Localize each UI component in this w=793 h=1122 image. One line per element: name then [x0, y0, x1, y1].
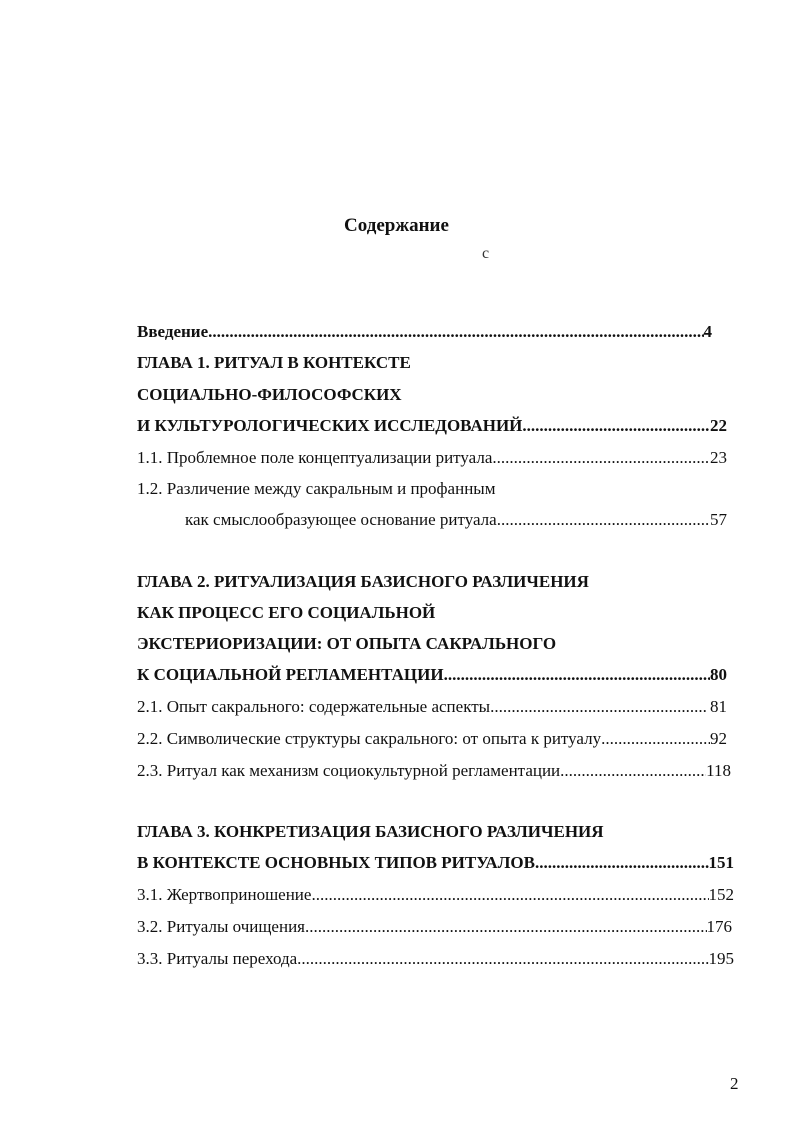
- toc-section-2-1[interactable]: [137, 697, 727, 717]
- toc-entry-page: 4: [703, 322, 712, 341]
- toc-section-2-2[interactable]: [137, 729, 727, 749]
- toc-chapter-2-line-3[interactable]: ЭКСТЕРИОРИЗАЦИИ: ОТ ОПЫТА САКРАЛЬНОГО: [137, 634, 557, 653]
- toc-section-3-1[interactable]: [137, 885, 734, 905]
- toc-leader-dots: [208, 322, 703, 342]
- toc-section-3-2[interactable]: [137, 917, 732, 937]
- toc-entry-title: 3.1. Жертвоприношение: [137, 885, 312, 904]
- toc-chapter-1-line-1[interactable]: ГЛАВА 1. РИТУАЛ В КОНТЕКСТЕ: [137, 353, 411, 372]
- toc-leader-dots: [560, 761, 706, 781]
- toc-section-2-3[interactable]: [137, 761, 731, 781]
- toc-entry-title: Введение: [137, 322, 209, 341]
- toc-section-3-3[interactable]: [137, 949, 734, 969]
- toc-entry-title: 3.3. Ритуалы перехода: [137, 949, 298, 968]
- toc-entry-page: 176: [706, 917, 732, 936]
- toc-section-1-2-line-1[interactable]: 1.2. Различение между сакральным и профанным: [137, 479, 496, 498]
- toc-leader-dots: [535, 853, 709, 873]
- toc-entry-page: 92: [710, 729, 727, 748]
- toc-entry-page: 195: [708, 949, 734, 968]
- toc-entry-introduction[interactable]: [137, 322, 712, 342]
- toc-entry-title: 1.1. Проблемное поле концептуализации ритуала: [137, 448, 493, 467]
- page-number: 2: [730, 1074, 739, 1093]
- toc-entry-page: 152: [708, 885, 734, 904]
- toc-entry-title: 2.2. Символические структуры сакрального: от опыта к ритуалу: [137, 729, 602, 748]
- toc-entry-page: 80: [710, 665, 727, 684]
- toc-chapter-1-line-3[interactable]: [137, 416, 727, 436]
- toc-entry-title: как смыслообразующее основание ритуала: [185, 510, 497, 529]
- toc-entry-title: И КУЛЬТУРОЛОГИЧЕСКИХ ИССЛЕДОВАНИЙ: [137, 416, 523, 435]
- toc-leader-dots: [444, 665, 710, 685]
- toc-entry-page: 151: [708, 853, 734, 872]
- toc-entry-title: 2.3. Ритуал как механизм социокультурной регламентации: [137, 761, 561, 780]
- toc-entry-title: В КОНТЕКСТЕ ОСНОВНЫХ ТИПОВ РИТУАЛОВ: [137, 853, 535, 872]
- toc-leader-dots: [492, 448, 710, 468]
- toc-entry-page: 118: [706, 761, 731, 780]
- toc-leader-dots: [490, 697, 706, 717]
- toc-entry-page: 23: [710, 448, 727, 467]
- toc-entry-page: 81: [705, 697, 727, 716]
- toc-chapter-2-line-4[interactable]: [137, 665, 727, 685]
- handwritten-mark: с: [482, 245, 490, 262]
- toc-entry-title: 2.1. Опыт сакрального: содержательные аспекты: [137, 697, 491, 716]
- page-title: Содержание: [344, 215, 449, 236]
- toc-chapter-2-line-1[interactable]: ГЛАВА 2. РИТУАЛИЗАЦИЯ БАЗИСНОГО РАЗЛИЧЕНИЯ: [137, 572, 589, 591]
- toc-section-1-2-line-2[interactable]: [185, 510, 727, 530]
- toc-chapter-3-line-2[interactable]: [137, 853, 734, 873]
- toc-leader-dots: [601, 729, 710, 749]
- toc-section-1-1[interactable]: [137, 448, 727, 468]
- toc-entry-title: 3.2. Ритуалы очищения: [137, 917, 305, 936]
- toc-leader-dots: [297, 949, 708, 969]
- toc-chapter-3-line-1[interactable]: ГЛАВА 3. КОНКРЕТИЗАЦИЯ БАЗИСНОГО РАЗЛИЧЕНИЯ: [137, 822, 604, 841]
- toc-leader-dots: [497, 510, 710, 530]
- toc-entry-title: К СОЦИАЛЬНОЙ РЕГЛАМЕНТАЦИИ: [137, 665, 444, 684]
- toc-leader-dots: [311, 885, 708, 905]
- toc-chapter-2-line-2[interactable]: КАК ПРОЦЕСС ЕГО СОЦИАЛЬНОЙ: [137, 603, 436, 622]
- toc-leader-dots: [522, 416, 710, 436]
- toc-entry-page: 57: [710, 510, 727, 529]
- toc-entry-page: 22: [710, 416, 727, 435]
- toc-leader-dots: [305, 917, 707, 937]
- toc-chapter-1-line-2[interactable]: СОЦИАЛЬНО-ФИЛОСОФСКИХ: [137, 385, 402, 404]
